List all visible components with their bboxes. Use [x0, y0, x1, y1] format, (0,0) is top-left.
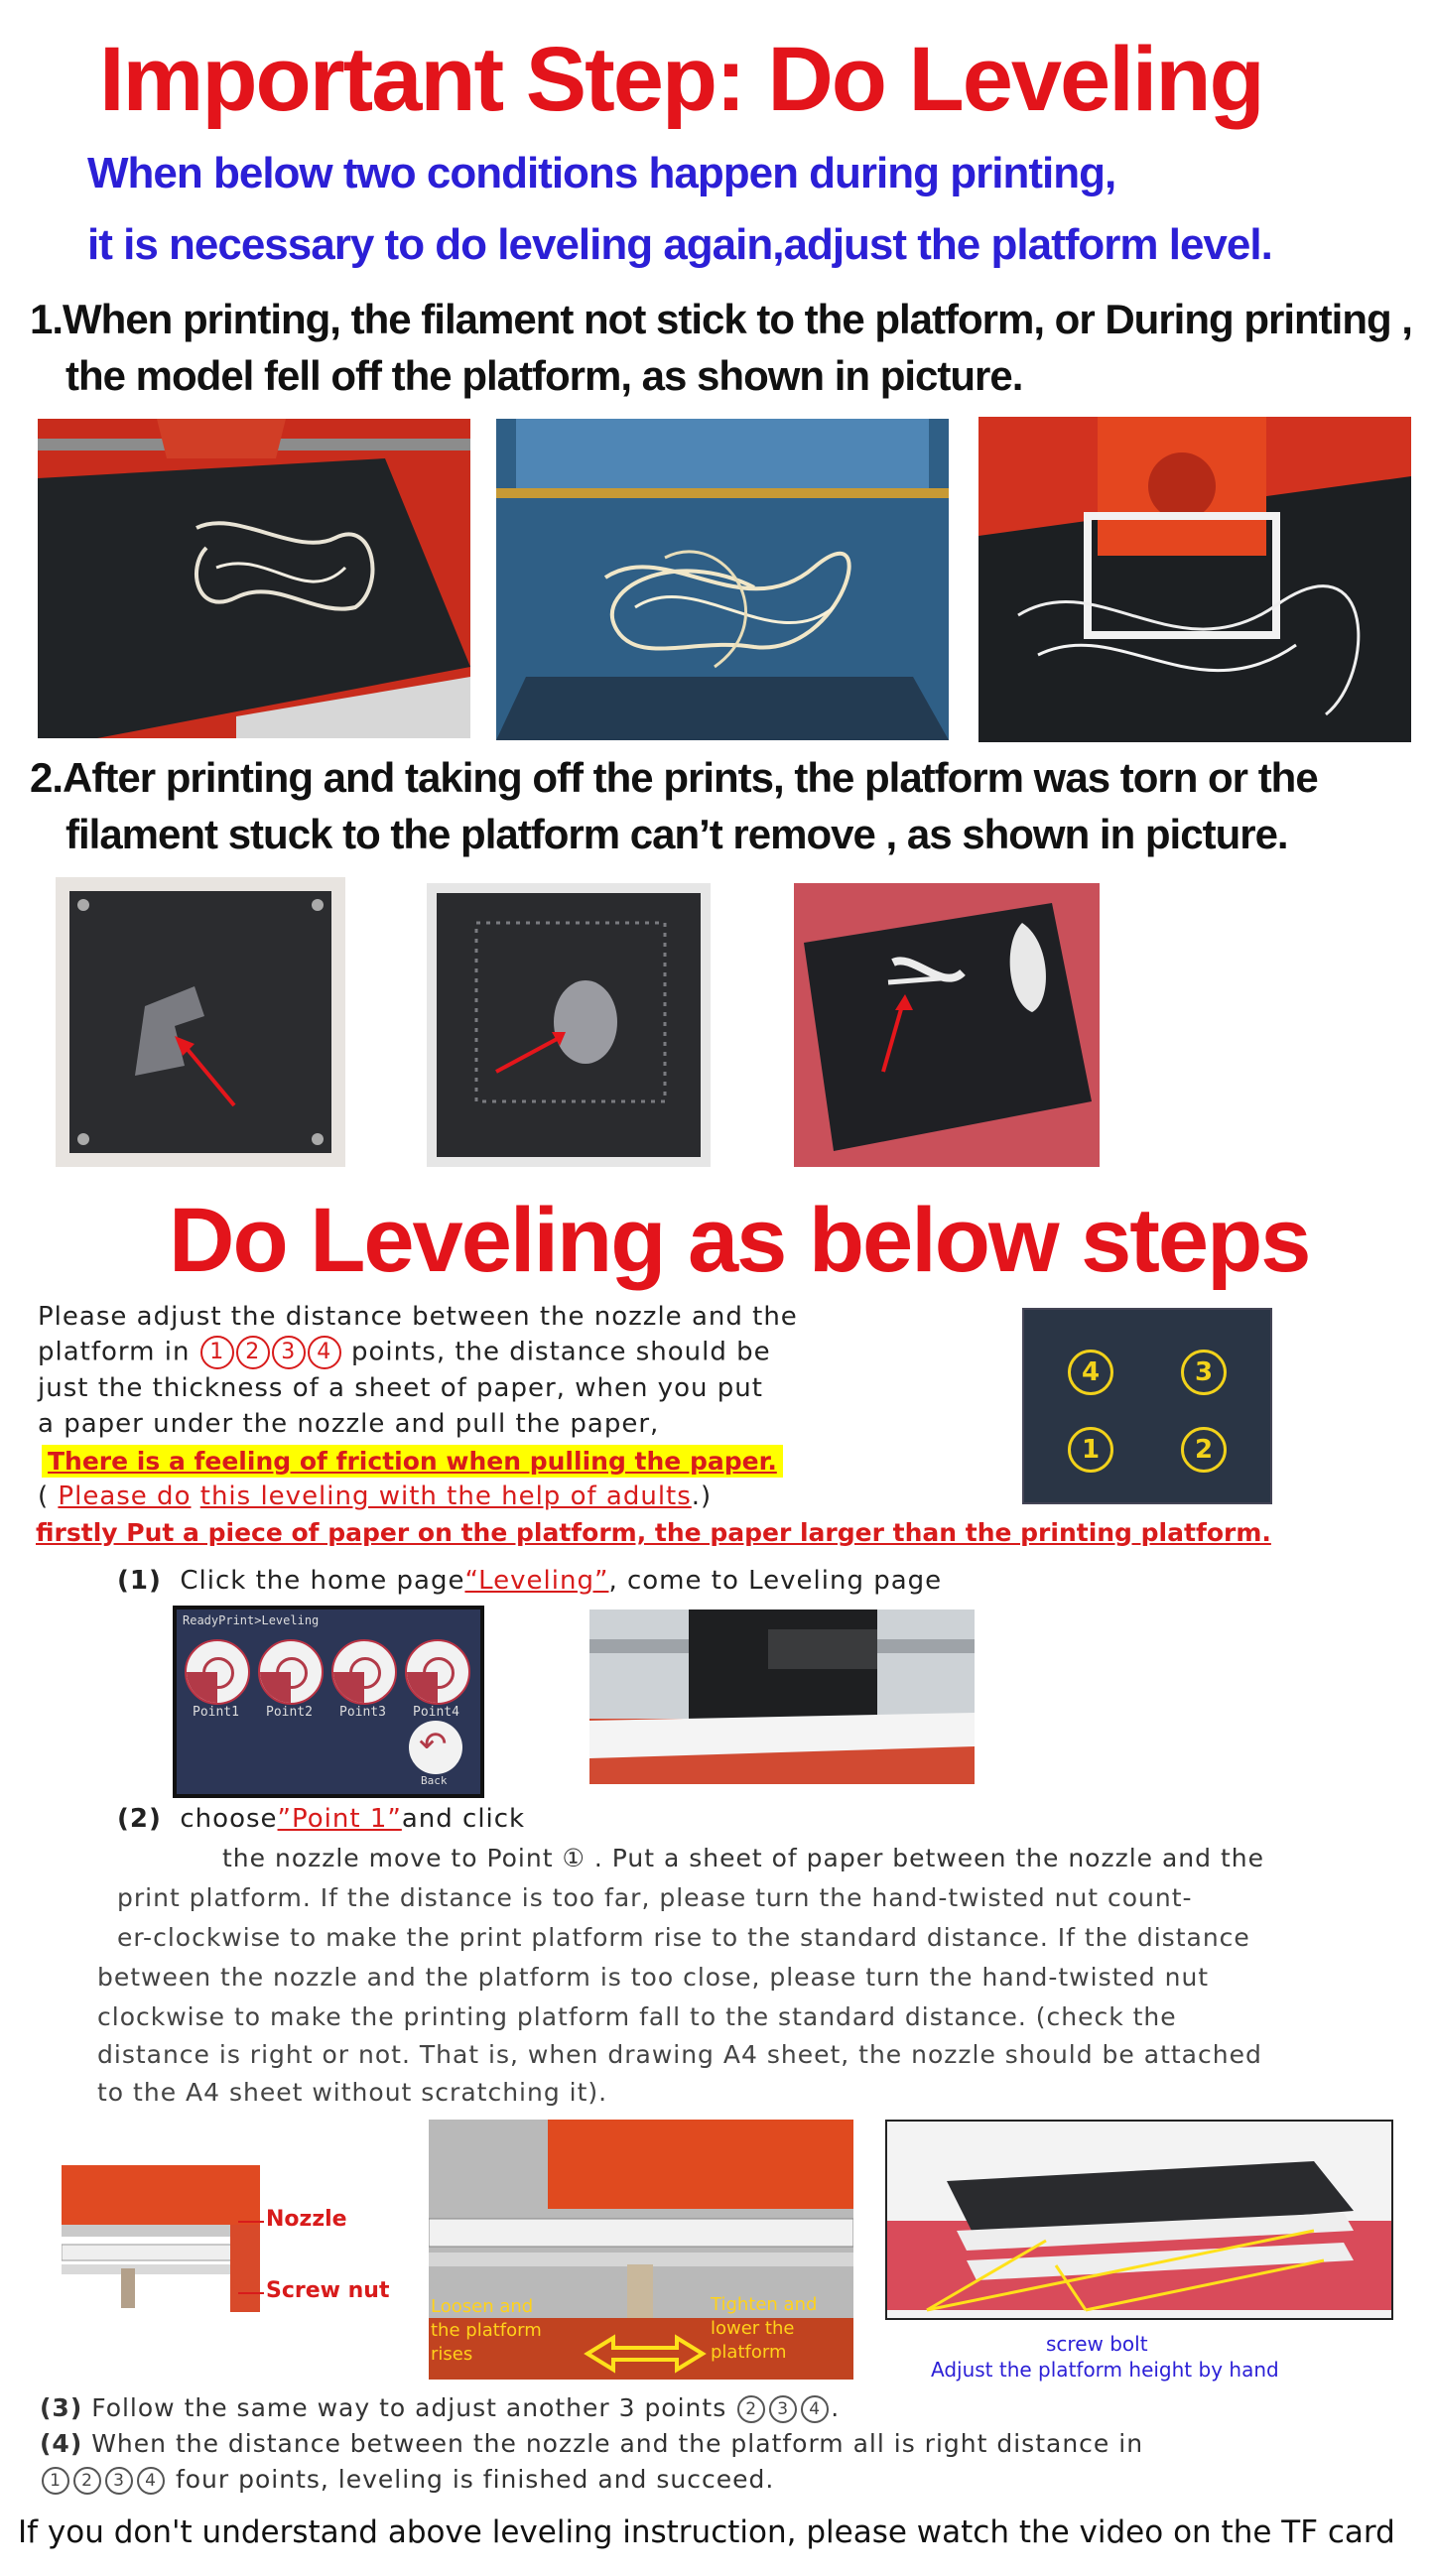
adults-note [38, 1481, 712, 1511]
step2-choose: choose [180, 1804, 278, 1834]
label-loosen-3: rises [431, 2344, 473, 2365]
main-title: Important Step: Do Leveling [99, 29, 1263, 130]
loosen-tighten-photo [429, 2120, 853, 2380]
step4-line-2 [40, 2465, 774, 2495]
step3-point-4: 4 [801, 2395, 829, 2423]
lcd-point1-label: Point1 [193, 1705, 239, 1720]
label-screw-bolt: screw bolt [1046, 2332, 1148, 2356]
photo-filament-not-stick-2 [496, 419, 949, 740]
photo-torn-platform-3 [794, 883, 1100, 1167]
step2-line-7: to the A4 sheet without scratching it). [97, 2078, 608, 2107]
nozzle-pointer [238, 2221, 264, 2223]
intro-line-2-b: points, the distance should be [350, 1337, 771, 1367]
intro-line-2 [38, 1336, 771, 1369]
label-tighten-3: platform [711, 2342, 787, 2363]
step4-text-1: When the distance between the nozzle and the platform all is right distance in [91, 2429, 1144, 2458]
adults-please-do: Please do [58, 1481, 192, 1511]
lcd-point3-button[interactable] [331, 1639, 397, 1705]
adults-help: this leveling with the help of adults [199, 1481, 692, 1511]
step2-line-6: distance is right or not. That is, when drawing A4 sheet, the nozzle should be attached [97, 2040, 1262, 2069]
intro-point-3: 3 [272, 1336, 306, 1369]
photo-6-drawing [794, 883, 1100, 1167]
step4-point-4: 4 [137, 2467, 165, 2495]
condition2-line-2: filament stuck to the platform can’t remove , as shown in picture. [65, 811, 1288, 857]
firstly-instruction: firstly Put a piece of paper on the platform, the paper larger than the printing platform. [36, 1518, 1271, 1547]
step3-point-2: 2 [737, 2395, 765, 2423]
label-screw-nut: Screw nut [266, 2278, 390, 2303]
step2-line-1: the nozzle move to Point ① . Put a sheet of paper between the nozzle and the [222, 1844, 1264, 1872]
subtitle-line-1: When below two conditions happen during printing, [87, 149, 1116, 197]
label-tighten-1: Tighten and [711, 2294, 818, 2315]
lcd-point2-button[interactable] [258, 1639, 324, 1705]
back-arrow-icon: ↶ [419, 1725, 448, 1764]
step3-end: . [831, 2393, 841, 2422]
condition2-line-1 [30, 754, 1318, 802]
condition1-line-2: the model fell off the platform, as shown in picture. [65, 352, 1023, 399]
adults-open: ( [38, 1481, 59, 1511]
step4-number: (4) [40, 2429, 83, 2458]
adults-close: .) [691, 1481, 713, 1511]
subtitle-line-2: it is necessary to do leveling again,adjust the platform level. [87, 220, 1272, 269]
step2-line-3: er-clockwise to make the print platform rise to the standard distance. If the distance [117, 1923, 1250, 1952]
screw-pointer [238, 2292, 264, 2294]
lcd-leveling-screen [173, 1606, 484, 1798]
lcd-back-button[interactable] [409, 1721, 462, 1774]
lcd-point1-button[interactable] [185, 1639, 250, 1705]
intro-line-2-a: platform in [38, 1337, 191, 1367]
step2-number: (2) [117, 1804, 162, 1834]
photo-1-drawing [38, 419, 470, 738]
step4-point-2: 2 [73, 2467, 101, 2495]
lcd-back-label: Back [421, 1774, 448, 1787]
label-loosen-1: Loosen and [431, 2296, 534, 2317]
plate-point-3: 3 [1181, 1350, 1227, 1395]
plate-point-1: 1 [1068, 1427, 1113, 1473]
step2-line-5: clockwise to make the printing platform fall to the standard distance. (check the [97, 2002, 1177, 2031]
screw-bolt-photo [885, 2120, 1393, 2320]
lcd-point2-label: Point2 [266, 1705, 313, 1720]
condition2-text-1: After printing and taking off the prints, the platform was torn or the [63, 754, 1318, 801]
step3-point-3: 3 [769, 2395, 797, 2423]
label-nozzle: Nozzle [266, 2207, 347, 2232]
steps-title: Do Leveling as below steps [169, 1190, 1310, 1291]
lcd-point3-label: Point3 [339, 1705, 386, 1720]
step1-leveling-link: “Leveling” [464, 1566, 609, 1596]
condition1-number: 1. [30, 296, 64, 342]
photo-filament-not-stick-1 [38, 419, 470, 738]
step3-number: (3) [40, 2393, 83, 2422]
lcd-header: ReadyPrint>Leveling [183, 1613, 320, 1627]
step4-line-1 [40, 2429, 1143, 2458]
lcd-point4-button[interactable] [405, 1639, 470, 1705]
intro-line-4: a paper under the nozzle and pull the paper, [38, 1409, 660, 1439]
step2-heading [117, 1804, 525, 1834]
step2-line-4: between the nozzle and the platform is too close, please turn the hand-twisted nut [97, 1963, 1210, 1992]
photo-torn-platform-1 [56, 877, 345, 1167]
intro-line-1: Please adjust the distance between the nozzle and the [38, 1302, 798, 1332]
step4-text-2: four points, leveling is finished and succeed. [175, 2465, 775, 2494]
photo-nozzle-paper [589, 1610, 975, 1784]
platform-points-photo [1022, 1308, 1272, 1504]
step3-line [40, 2393, 840, 2423]
plate-point-2: 2 [1181, 1427, 1227, 1473]
step2-line-2: print platform. If the distance is too far, please turn the hand-twisted nut count- [117, 1883, 1193, 1912]
photo-5-drawing [427, 883, 711, 1167]
step2-click: and click [401, 1804, 526, 1834]
condition1-text-1: When printing, the filament not stick to the platform, or During printing , [63, 296, 1412, 342]
intro-point-1: 1 [200, 1336, 234, 1369]
photo-2-drawing [496, 419, 949, 740]
nozzle-screw-diagram [62, 2165, 260, 2312]
nozzle-diagram-drawing [62, 2165, 260, 2312]
label-loosen-2: the platform [431, 2320, 542, 2341]
step4-point-3: 3 [105, 2467, 133, 2495]
label-adjust-height: Adjust the platform height by hand [931, 2358, 1279, 2382]
photo-4-drawing [56, 877, 345, 1167]
step3-text: Follow the same way to adjust another 3 points [91, 2393, 727, 2422]
photo-3-drawing [978, 417, 1411, 742]
photo-7-drawing [589, 1610, 975, 1784]
condition1-line-1 [30, 296, 1412, 343]
lcd-point4-label: Point4 [413, 1705, 459, 1720]
intro-point-4: 4 [308, 1336, 341, 1369]
photo-filament-not-stick-3 [978, 417, 1411, 742]
step4-point-1: 1 [42, 2467, 69, 2495]
intro-line-3: just the thickness of a sheet of paper, when you put [38, 1373, 763, 1403]
plate-point-4: 4 [1068, 1350, 1113, 1395]
friction-highlight: There is a feeling of friction when pulling the paper. [42, 1445, 783, 1478]
intro-point-2: 2 [236, 1336, 270, 1369]
label-tighten-2: lower the [711, 2318, 795, 2339]
screw-bolt-drawing [887, 2122, 1391, 2318]
condition2-number: 2. [30, 754, 64, 801]
step1-text-a: Click the home page [180, 1566, 465, 1596]
step1-line [117, 1566, 942, 1596]
footer-note: If you don't understand above leveling instruction, please watch the video on the TF card [18, 2514, 1395, 2550]
step1-number: (1) [117, 1566, 162, 1596]
step1-text-b: , come to Leveling page [608, 1566, 943, 1596]
step2-point1-link: ”Point 1” [277, 1804, 402, 1834]
photo-torn-platform-2 [427, 883, 711, 1167]
